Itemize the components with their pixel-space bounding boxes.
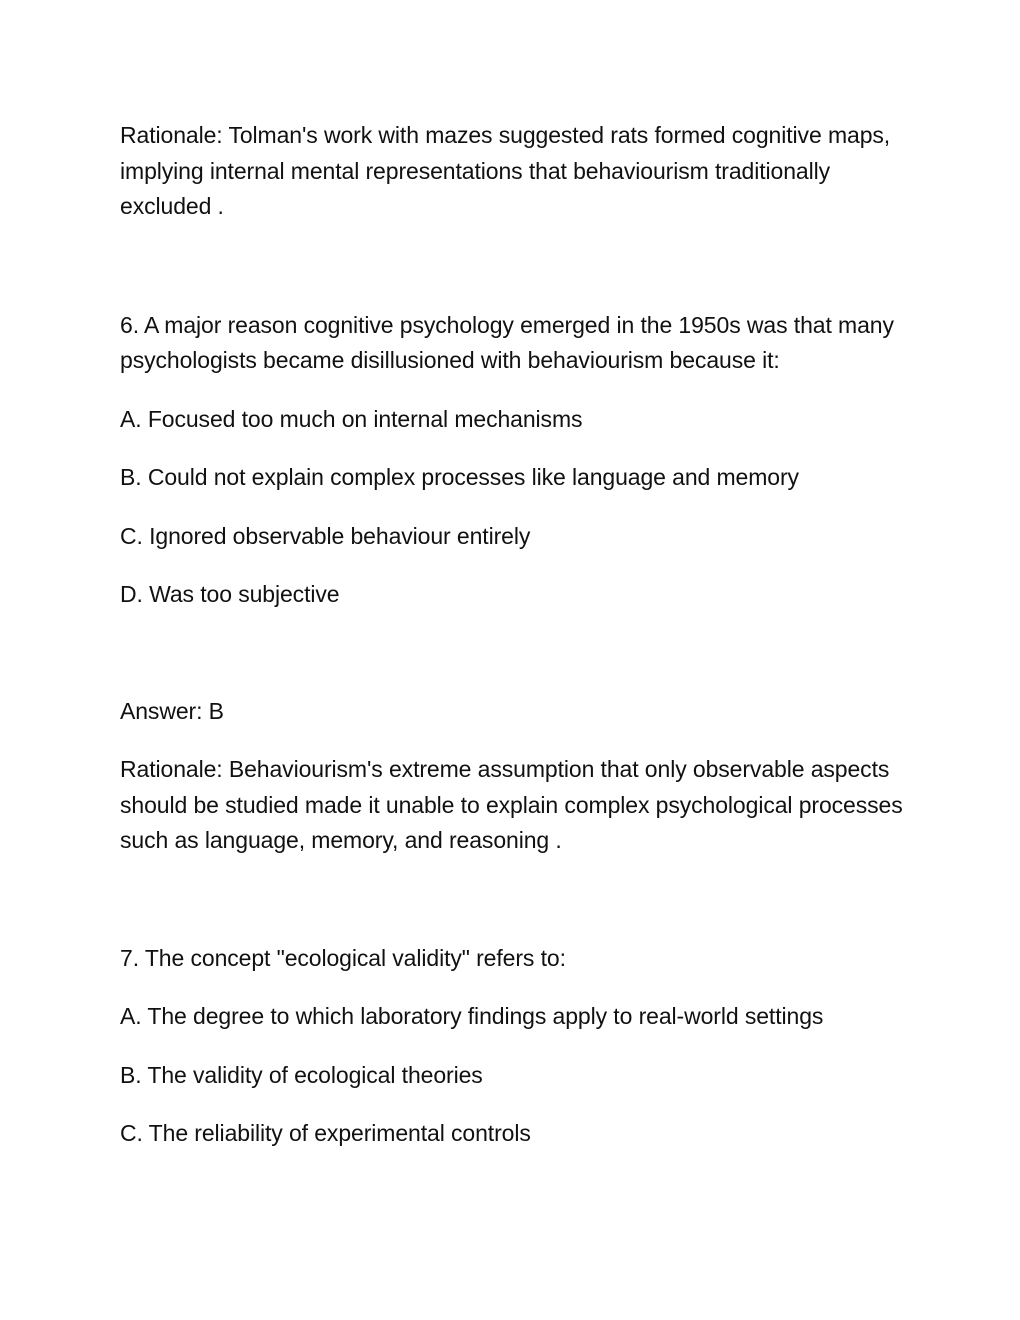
- option-6d: D. Was too subjective: [120, 581, 340, 607]
- answer-6: Answer: B: [120, 697, 224, 724]
- question-6: 6. A major reason cognitive psychology emerged in the 1950s was that many psychologists became disillusioned with behaviourism because it:: [120, 311, 894, 373]
- rationale-text: Rationale: Tolman's work with mazes suggested rats formed cognitive maps, implying internal mental representations that behaviourism traditionally excluded .: [120, 122, 891, 219]
- option-7a: A. The degree to which laboratory findings apply to real-world settings: [120, 1003, 824, 1029]
- question-7: 7. The concept "ecological validity" refers to:: [120, 944, 566, 971]
- option-6b: B. Could not explain complex processes like language and memory: [120, 464, 799, 490]
- option-6a: A. Focused too much on internal mechanisms: [120, 405, 583, 432]
- option-7b: B. The validity of ecological theories: [120, 1061, 483, 1088]
- rationale-6: Rationale: Behaviourism's extreme assumption that only observable aspects should be studied made it unable to explain complex psychological processes such as language, memory, and reasoning .: [120, 756, 903, 853]
- option-7c: C. The reliability of experimental controls: [120, 1120, 531, 1146]
- option-6c: C. Ignored observable behaviour entirely: [120, 522, 531, 549]
- document-page: [120, 118, 910, 1175]
